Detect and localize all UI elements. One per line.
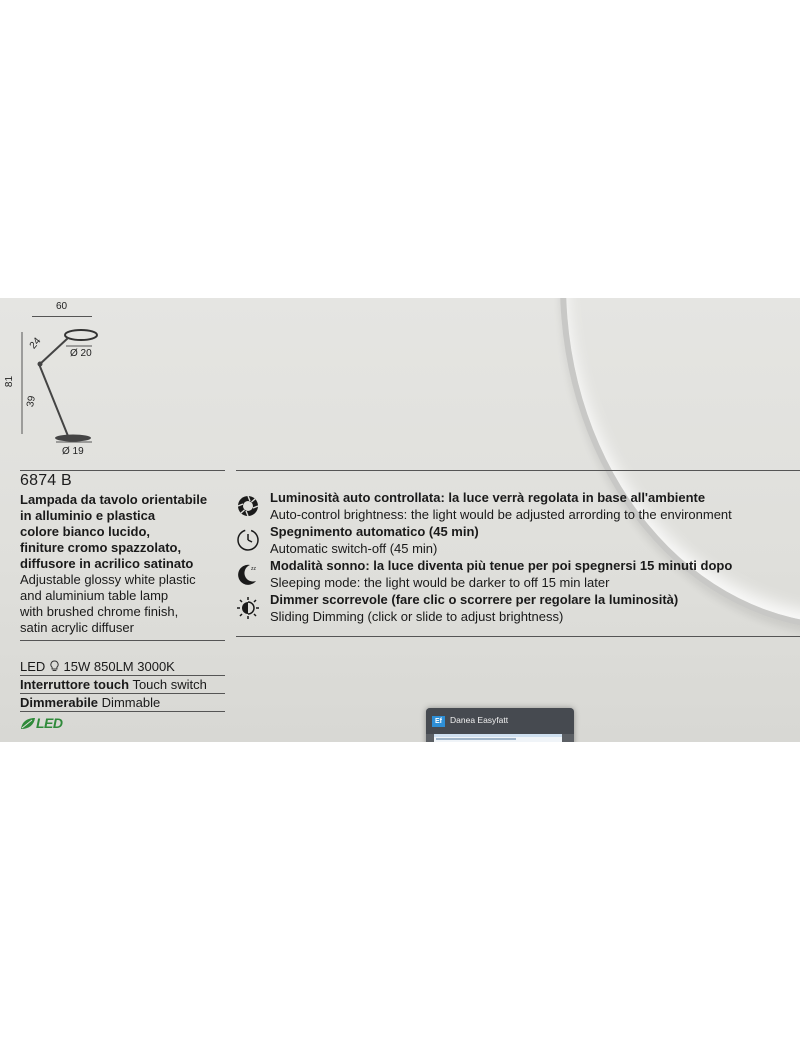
- feature-auto-brightness: [236, 490, 800, 523]
- auto-brightness-icon: [236, 494, 260, 518]
- desc-it-line: diffusore in acrilico satinato: [20, 556, 194, 571]
- feature-sleep: [236, 558, 800, 591]
- bulb-icon: [49, 659, 60, 670]
- product-code: 6874 B: [20, 472, 72, 489]
- svg-text:zz: zz: [251, 566, 256, 572]
- dim-arm-lower: 39: [25, 395, 38, 408]
- eco-led-text: LED: [36, 715, 63, 731]
- switch-it: Interruttore touch: [20, 677, 130, 692]
- divider-right-mid: [236, 636, 800, 637]
- moon-sleep-icon: [236, 562, 260, 586]
- dim-head-diameter: Ø 20: [70, 348, 92, 359]
- feature-en: Sliding Dimming (click or slide to adjust brightness): [270, 608, 564, 624]
- feature-it: Dimmer scorrevole (fare clic o scorrere per regolare la luminosità): [270, 592, 679, 607]
- led-value: 15W 850LM 3000K: [63, 659, 175, 674]
- switch-en: Touch switch: [132, 677, 207, 692]
- divider-left-mid: [20, 640, 225, 641]
- dim-base-diameter: Ø 19: [62, 446, 84, 457]
- product-sheet-band: [0, 298, 800, 742]
- divider-left-top: [20, 470, 225, 471]
- feature-it: Modalità sonno: la luce diventa più tenue per poi spegnersi 15 minuti dopo: [270, 558, 733, 573]
- product-description: [20, 492, 240, 636]
- preview-toolbar: [434, 734, 562, 737]
- desc-en-line: and aluminium table lamp: [20, 588, 169, 603]
- feature-dimmer: [236, 592, 800, 625]
- spec-led: [20, 658, 225, 675]
- dimension-drawing: [0, 298, 120, 468]
- desc-en-line: satin acrylic diffuser: [20, 620, 134, 635]
- preview-toolbar-row: [436, 738, 516, 740]
- taskbar-preview-thumbnail[interactable]: [426, 708, 574, 742]
- feature-auto-off: [236, 524, 800, 557]
- divider-right-top: [236, 470, 800, 471]
- feature-list: [236, 490, 800, 626]
- leaf-icon: [20, 717, 36, 730]
- desc-it-line: in alluminio e plastica: [20, 508, 156, 523]
- feature-en: Auto-control brightness: the light would be adjusted arrording to the environment: [270, 506, 732, 522]
- lamp-outline-icon: [0, 298, 120, 468]
- timer-clock-icon: [236, 528, 260, 552]
- feature-it: Luminosità auto controllata: la luce verrà regolata in base all'ambiente: [270, 490, 706, 505]
- desc-it-line: Lampada da tavolo orientabile: [20, 492, 208, 507]
- dimmer-it: Dimmerabile: [20, 695, 99, 710]
- feature-en: Sleeping mode: the light would be darker to off 15 min later: [270, 574, 610, 590]
- spec-switch: [20, 676, 225, 693]
- dim-height-total: 81: [4, 375, 16, 388]
- led-prefix: LED: [20, 659, 46, 674]
- dimmer-en: Dimmable: [101, 695, 161, 710]
- desc-en-line: Adjustable glossy white plastic: [20, 572, 196, 587]
- dim-width-top: 60: [56, 301, 68, 312]
- app-badge-icon: Ef: [432, 716, 445, 727]
- dimmer-sun-icon: [236, 596, 260, 620]
- dim-arm-upper: 24: [27, 335, 44, 352]
- eco-led-logo: [20, 716, 63, 730]
- desc-it-line: finiture cromo spazzolato,: [20, 540, 182, 555]
- desc-en-line: with brushed chrome finish,: [20, 604, 179, 619]
- desc-it-line: colore bianco lucido,: [20, 524, 151, 539]
- feature-en: Automatic switch-off (45 min): [270, 540, 438, 556]
- preview-title: Danea Easyfatt: [450, 715, 509, 725]
- spec-rule: [20, 711, 225, 712]
- preview-window: [434, 734, 562, 742]
- spec-dimmer: [20, 694, 225, 711]
- feature-it: Spegnimento automatico (45 min): [270, 524, 479, 539]
- spec-list: [20, 658, 225, 712]
